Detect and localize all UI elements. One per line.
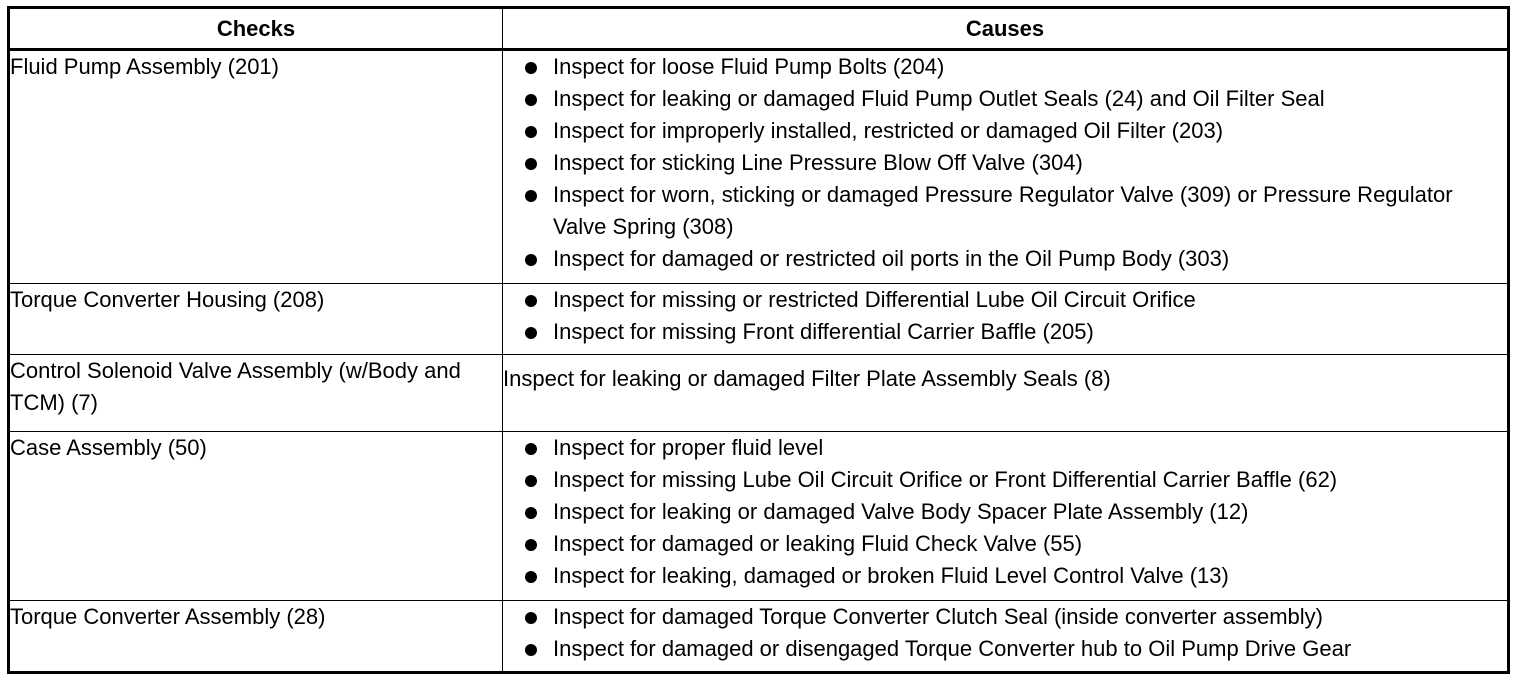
check-cell: Fluid Pump Assembly (201): [9, 50, 503, 284]
cause-text: Inspect for loose Fluid Pump Bolts (204): [553, 54, 945, 79]
cause-text: Inspect for proper fluid level: [553, 435, 824, 460]
bullet-icon: [525, 254, 537, 266]
header-row: [9, 8, 1509, 50]
cause-text: Inspect for worn, sticking or damaged Pressure Regulator Valve (309) or Pressure Regulator Valve Spring (308): [553, 182, 1453, 239]
cause-item: [503, 83, 1507, 115]
causes-list: [503, 432, 1507, 592]
bullet-icon: [525, 126, 537, 138]
causes-cell: [503, 432, 1509, 601]
cause-item: [503, 464, 1507, 496]
bullet-icon: [525, 62, 537, 74]
bullet-icon: [525, 644, 537, 656]
table-row: [9, 284, 1509, 355]
table-row: [9, 601, 1509, 673]
bullet-icon: [525, 612, 537, 624]
cause-text: Inspect for leaking or damaged Fluid Pump Outlet Seals (24) and Oil Filter Seal: [553, 86, 1325, 111]
causes-cell: Inspect for leaking or damaged Filter Plate Assembly Seals (8): [503, 355, 1509, 432]
cause-item: [503, 528, 1507, 560]
cause-item: [503, 147, 1507, 179]
cause-text: Inspect for damaged Torque Converter Clutch Seal (inside converter assembly): [553, 604, 1323, 629]
cause-item: [503, 560, 1507, 592]
cause-item: [503, 51, 1507, 83]
cause-item: [503, 243, 1507, 275]
bullet-icon: [525, 295, 537, 307]
cause-item: [503, 316, 1507, 348]
cause-item: [503, 633, 1507, 665]
cause-text: Inspect for sticking Line Pressure Blow Off Valve (304): [553, 150, 1083, 175]
bullet-icon: [525, 443, 537, 455]
bullet-icon: [525, 190, 537, 202]
cause-item: [503, 115, 1507, 147]
cause-text: Inspect for missing or restricted Differential Lube Oil Circuit Orifice: [553, 287, 1196, 312]
cause-text: Inspect for damaged or disengaged Torque Converter hub to Oil Pump Drive Gear: [553, 636, 1352, 661]
bullet-icon: [525, 327, 537, 339]
cause-item: [503, 284, 1507, 316]
cause-item: [503, 179, 1507, 243]
bullet-icon: [525, 475, 537, 487]
causes-list: [503, 601, 1507, 665]
cause-text: Inspect for missing Front differential Carrier Baffle (205): [553, 319, 1094, 344]
table-row: [9, 50, 1509, 284]
causes-header: Causes: [503, 8, 1509, 50]
cause-text: Inspect for improperly installed, restricted or damaged Oil Filter (203): [553, 118, 1224, 143]
cause-item: [503, 496, 1507, 528]
cause-item: [503, 601, 1507, 633]
table-row: [9, 432, 1509, 601]
bullet-icon: [525, 507, 537, 519]
cause-text: Inspect for leaking, damaged or broken Fluid Level Control Valve (13): [553, 563, 1229, 588]
cause-text: Inspect for leaking or damaged Valve Body Spacer Plate Assembly (12): [553, 499, 1249, 524]
table-row: [9, 355, 1509, 432]
cause-text: Inspect for damaged or restricted oil ports in the Oil Pump Body (303): [553, 246, 1230, 271]
bullet-icon: [525, 571, 537, 583]
causes-list: [503, 51, 1507, 275]
bullet-icon: [525, 539, 537, 551]
bullet-icon: [525, 158, 537, 170]
diagnostic-table: [7, 6, 1510, 674]
check-cell: Torque Converter Assembly (28): [9, 601, 503, 673]
checks-header: Checks: [9, 8, 503, 50]
check-cell: Control Solenoid Valve Assembly (w/Body and TCM) (7): [9, 355, 503, 432]
check-cell: Torque Converter Housing (208): [9, 284, 503, 355]
cause-text: Inspect for damaged or leaking Fluid Check Valve (55): [553, 531, 1083, 556]
check-cell: Case Assembly (50): [9, 432, 503, 601]
cause-text: Inspect for missing Lube Oil Circuit Orifice or Front Differential Carrier Baffle (62): [553, 467, 1338, 492]
causes-cell: [503, 284, 1509, 355]
causes-cell: [503, 601, 1509, 673]
causes-cell: [503, 50, 1509, 284]
bullet-icon: [525, 94, 537, 106]
causes-list: [503, 284, 1507, 348]
cause-item: [503, 432, 1507, 464]
